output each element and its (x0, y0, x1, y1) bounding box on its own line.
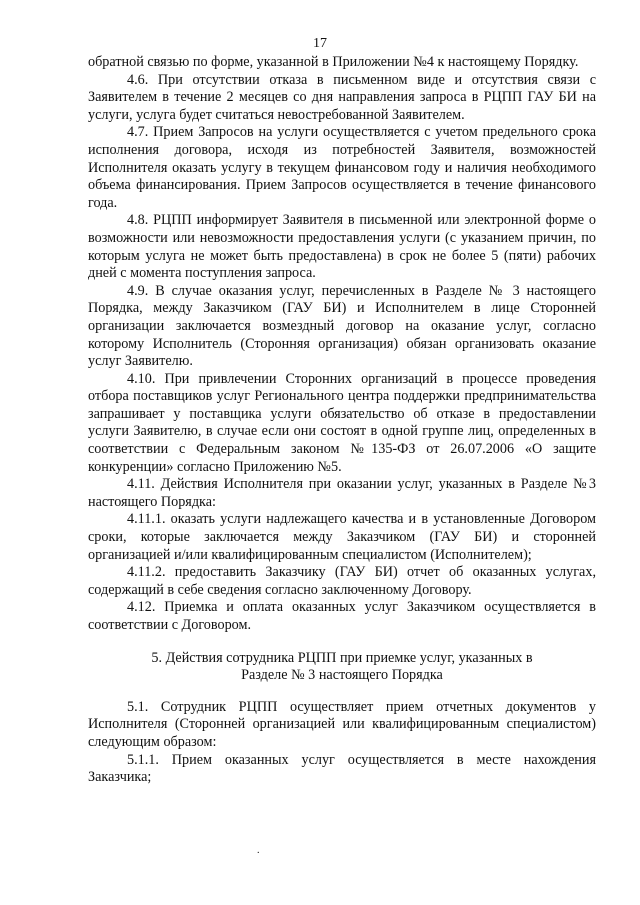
paragraph-4-9: 4.9. В случае оказания услуг, перечисленных в Разделе № 3 настоящего Порядка, между Заказчиком (ГАУ БИ) и Исполнителем в лице Сторонней организации заключается возмездный договор на оказание услуг, согласно которому Исполнитель (Сторонняя организация) обязан организовать оказание услуг Заявителю. (88, 282, 596, 370)
section-heading-line-1: 5. Действия сотрудника РЦПП при приемке услуг, указанных в (151, 649, 533, 666)
section-heading (88, 650, 596, 685)
paragraph-5-1-1: 5.1.1. Прием оказанных услуг осуществляется в месте нахождения Заказчика; (88, 751, 596, 786)
document-body (88, 54, 596, 787)
section-heading-line-2: Разделе № 3 настоящего Порядка (241, 667, 443, 684)
paragraph-5-1: 5.1. Сотрудник РЦПП осуществляет прием отчетных документов у Исполнителя (Сторонней организацией или квалифицированным специалистом) следующим образом: (88, 698, 596, 750)
paragraph-continuation: обратной связью по форме, указанной в Приложении №4 к настоящему Порядку. (88, 54, 579, 70)
paragraph-4-8: 4.8. РЦПП информирует Заявителя в письменной или электронной форме о возможности или невозможности предоставления услуги (с указанием причин, по которым услуга не может быть предоставлена) в срок не более 5 (пяти) рабочих дней с момента поступления запроса. (88, 212, 596, 282)
footer-dot: . (257, 845, 260, 856)
paragraph-4-11: 4.11. Действия Исполнителя при оказании услуг, указанных в Разделе №3 настоящего Порядка: (88, 476, 596, 510)
paragraph-4-11-2: 4.11.2. предоставить Заказчику (ГАУ БИ) отчет об оказанных услугах, содержащий в себе сведения согласно заключенному Договору. (88, 564, 596, 598)
page-number: 17 (313, 36, 327, 51)
paragraph-4-12: 4.12. Приемка и оплата оказанных услуг Заказчиком осуществляется в соответствии с Договором. (88, 599, 596, 633)
paragraph-4-7: 4.7. Прием Запросов на услуги осуществляется с учетом предельного срока исполнения договора, исходя из потребностей Заявителя, возможностей Исполнителя оказать услугу в текущем финансовом году и наличия необходимого объема финансирования. Прием Запросов осуществляется в течение финансового года. (88, 124, 596, 211)
paragraph-4-11-1: 4.11.1. оказать услуги надлежащего качества и в установленные Договором сроки, которые заключается между Заказчиком (ГАУ БИ) и сторонней организацией и/или квалифицированным специалистом (Исполнителем); (88, 511, 596, 563)
paragraph-4-10: 4.10. При привлечении Сторонних организаций в процессе проведения отбора поставщиков услуг Регионального центра поддержки предпринимательства запрашивает у поставщика услуги обязательство об отказе в предоставлении услуги Заявителю, в случае если они состоят в одной группе лиц, определенных в соответствии с Федеральным законом №135-ФЗ от 26.07.2006 «О защите конкуренции» согласно Приложению №5. (88, 370, 596, 475)
paragraph-4-6: 4.6. При отсутствии отказа в письменном виде и отсутствия связи с Заявителем в течение 2 месяцев со дня направления запроса в РЦПП ГАУ БИ на услуги, услуга будет считаться невостребованной Заявителем. (88, 71, 596, 123)
